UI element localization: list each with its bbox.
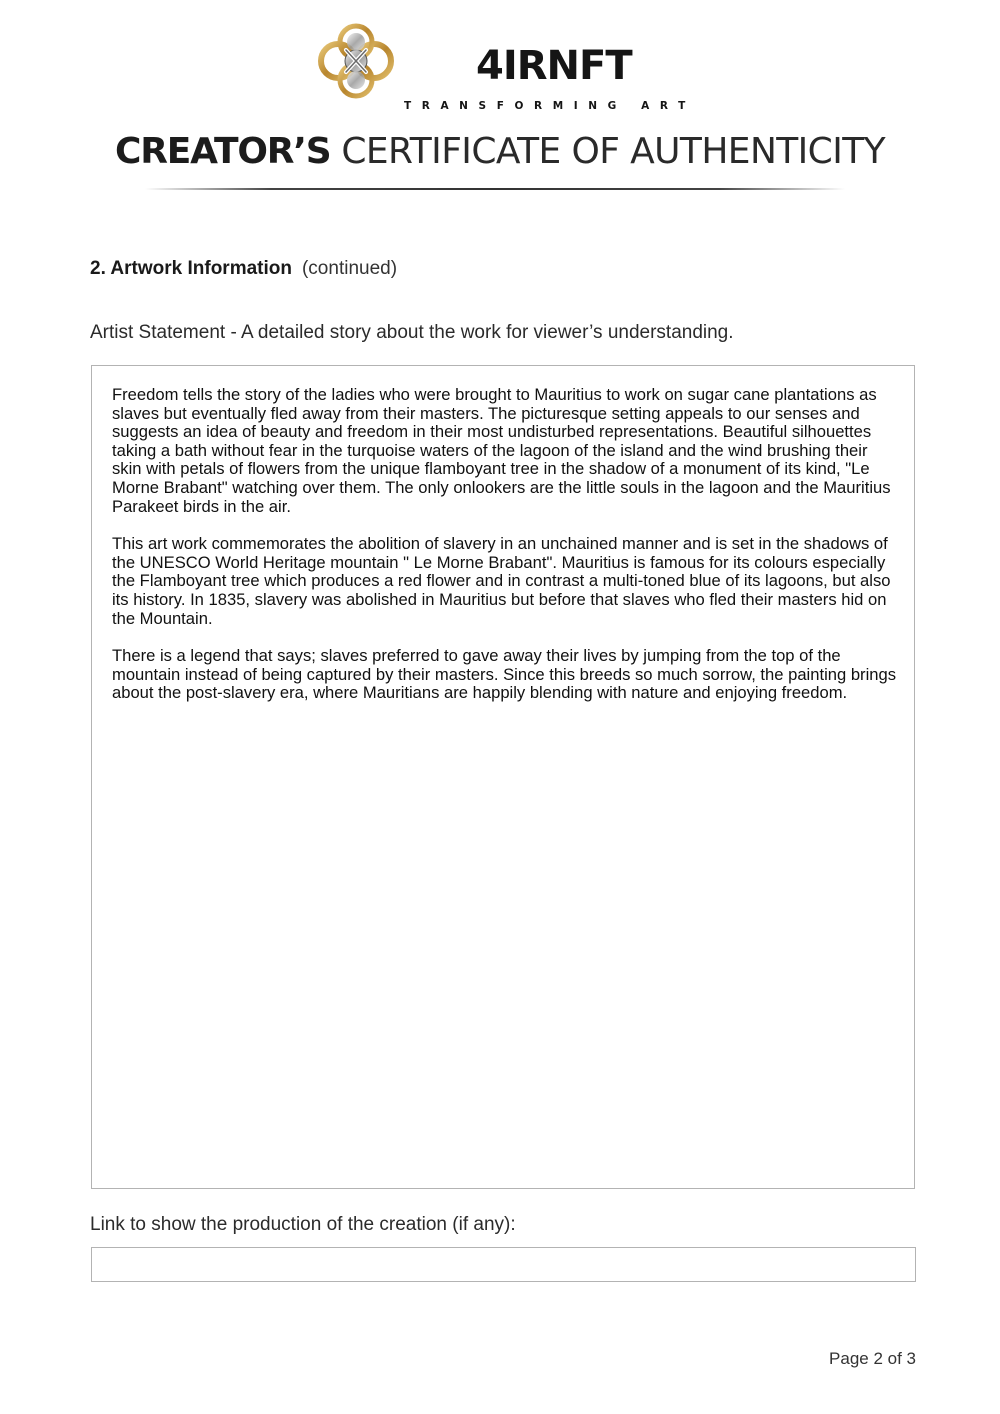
title-divider — [145, 188, 845, 190]
section-heading-title: 2. Artwork Information — [90, 258, 292, 279]
statement-paragraph: There is a legend that says; slaves preferred to gave away their lives by jumping from the top of the mountain instead of being captured by their masters. Since this breeds so much sorrow, the painting brings about the post-slavery era, where Mauritians are happily blending with nature and enjoying freedom. — [112, 646, 897, 703]
artist-statement-label: Artist Statement - A detailed story about the work for viewer’s understanding. — [90, 322, 734, 343]
gold-infinity-knot-logo-icon — [316, 20, 396, 102]
certificate-title — [0, 130, 1000, 174]
brand-logo — [316, 20, 696, 112]
statement-paragraph: This art work commemorates the abolition of slavery in an unchained manner and is set in the shadows of the UNESCO World Heritage mountain " Le Morne Brabant". Mauritius is famous for its colours especially the Flamboyant tree which produces a red flower and in contrast a multi-toned blue of its lagoons, but also its history. In 1835, slavery was abolished in Mauritius but before that slaves who fled their masters hid on the Mountain. — [112, 534, 891, 628]
production-link-field[interactable] — [91, 1247, 916, 1282]
brand-tagline: TRANSFORMING ART — [404, 100, 696, 112]
artist-statement-field[interactable] — [91, 365, 915, 1189]
certificate-title-bold: CREATOR’S — [114, 131, 331, 172]
production-link-label: Link to show the production of the creation (if any): — [90, 1214, 516, 1235]
section-heading — [90, 257, 397, 281]
page-number: Page 2 of 3 — [829, 1349, 916, 1368]
statement-paragraph: Freedom tells the story of the ladies who were brought to Mauritius to work on sugar cane plantations as slaves but eventually fled away from their masters. The picturesque setting appeals to our senses and suggests an idea of beauty and freedom in their most undisturbed representations. Beautiful silhouettes taking a bath without fear in the turquoise waters of the lagoon of the island and the wind brushing their skin with petals of flowers from the unique flamboyant tree in the shadow of a monument of its kind, "Le Morne Brabant" watching over them. The only onlookers are the little souls in the lagoon and the Mauritius Parakeet birds in the air. — [112, 385, 891, 516]
brand-name: 4IRNFT — [476, 43, 632, 89]
section-heading-continued: (continued) — [301, 258, 398, 279]
certificate-title-light: CERTIFICATE OF AUTHENTICITY — [341, 131, 886, 172]
